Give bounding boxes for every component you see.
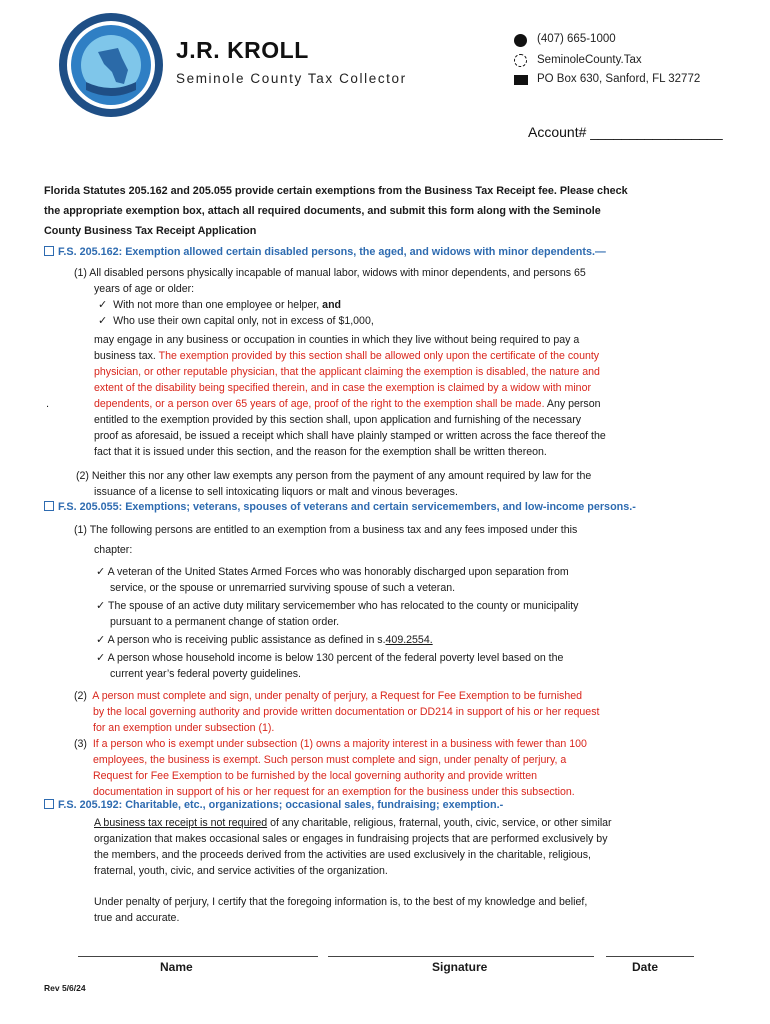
exemption-205192-checkbox-row[interactable]: F.S. 205.192: Charitable, etc., organizations; occasional sales, fundraising; exemption.- [44, 799, 503, 811]
date-label: Date [632, 960, 659, 974]
section-205192-text: A business tax receipt is not required of any charitable, religious, fraternal, youth, civic, service, or other similar organization that makes occasional sales or engages in fundraising projects that are performed exclusively by the members, and the proceeds derived from the activities are used exclusively in the charitable, religious, fraternal, youth, civic, and service activities of the organization. [94, 817, 612, 877]
section-205162-p2: (2) Neither this nor any other law exempts any person from the payment of any amount required by law for the issuance of a license to sell intoxicating liquors or malt and vinous beverages. [76, 470, 592, 498]
website[interactable]: SeminoleCounty.Tax [537, 54, 642, 66]
web-icon [514, 54, 527, 67]
mail-icon [514, 75, 528, 85]
signature-label: Signature [432, 960, 488, 974]
name-label: Name [160, 960, 193, 974]
checkbox[interactable] [44, 246, 54, 256]
name-line[interactable] [78, 956, 318, 957]
revision-date: Rev 5/6/24 [44, 983, 86, 993]
section-205055-p2: (2) A person must complete and sign, under penalty of perjury, a Request for Fee Exemption to be furnished by the local governing authority and provide written documentation or DD214 in support of his or her request for an exemption under subsection (1). [74, 690, 600, 734]
date-line[interactable] [606, 956, 694, 957]
section-205055-p3: (3) If a person who is exempt under subsection (1) owns a majority interest in a business with fewer than 100 employees, the business is exempt. Such person must complete and sign, under penalty of perjury, a Request for Fee Exemption to be furnished by the local governing authority and provide written documentation in support of his or her request for an exemption for the business under this subsection. [74, 738, 587, 798]
mailing-address: PO Box 630, Sanford, FL 32772 [537, 73, 701, 85]
phone-number: (407) 665-1000 [537, 33, 616, 45]
checkbox[interactable] [44, 799, 54, 809]
phone-icon [514, 34, 527, 47]
stray-dot: . [46, 398, 50, 410]
county-seal-logo [58, 12, 164, 118]
check-icon: ✓ [98, 315, 108, 327]
statute-link[interactable]: 409.2554. [385, 634, 433, 646]
section-205162-body: may engage in any business or occupation in counties in which they live without being required to pay a business tax. The exemption provided by this section shall be allowed only upon the certificate of the county physician, or other reputable physician, that the applicant claiming the exemption is disabled, the nature and extent of the disability being specified therein, and in case the exemption is claimed by a widow with minor dependents, or a person over 65 years of age, proof of the right to the exemption shall be made. Any person entitled to the exemption provided by this section shall, upon application and furnishing of the necessary proof as aforesaid, be issued a receipt which shall have plainly stamped or written across the face thereof the fact that it is issued under this section, and the reason for the exemption shall be written thereon. [94, 334, 606, 458]
checkbox[interactable] [44, 501, 54, 511]
check-icon: ✓ [96, 634, 106, 646]
section-205162-text: (1) All disabled persons physically incapable of manual labor, widows with minor dependents, and persons 65 years of age or older: ✓ With not more than one employee or helper, and ✓ Who use their own capital only, not in excess of $1,000, [74, 267, 586, 327]
check-icon: ✓ [98, 299, 108, 311]
signature-line[interactable] [328, 956, 594, 957]
intro-text: Florida Statutes 205.162 and 205.055 provide certain exemptions from the Business Tax Receipt fee. Please check the appropriate exemption box, attach all required documents, and submit this form along with the Seminole County Business Tax Receipt Application [44, 185, 628, 237]
check-icon: ✓ [96, 600, 106, 612]
section-205055-p1: (1) The following persons are entitled to an exemption from a business tax and any fees imposed under this chapter: [74, 524, 578, 556]
section-205055-checks: ✓ A veteran of the United States Armed Forces who was honorably discharged upon separation from service, or the spouse or unremarried surviving spouse of such a veteran. ✓ The spouse of an active duty military servicemember who has relocated to the county or municipality pursuant to a permanent change of station order. ✓ A person who is receiving public assistance as defined in s.409.2554. ✓ A person whose household income is below 130 percent of the federal poverty level based on the current year’s federal poverty guidelines. [96, 566, 579, 680]
collector-name: J.R. KROLL [176, 37, 309, 63]
account-field[interactable]: Account# _________________ [528, 124, 723, 140]
check-icon: ✓ [96, 652, 106, 664]
collector-subtitle: Seminole County Tax Collector [176, 71, 407, 86]
exemption-205055-checkbox-row[interactable]: F.S. 205.055: Exemptions; veterans, spouses of veterans and certain servicemembers, and low-income persons.- [44, 501, 636, 513]
check-icon: ✓ [96, 566, 106, 578]
exemption-205162-checkbox-row[interactable]: F.S. 205.162: Exemption allowed certain disabled persons, the aged, and widows with minor dependents.— [44, 246, 606, 258]
certification-text: Under penalty of perjury, I certify that the foregoing information is, to the best of my knowledge and belief, true and accurate. [94, 896, 588, 924]
